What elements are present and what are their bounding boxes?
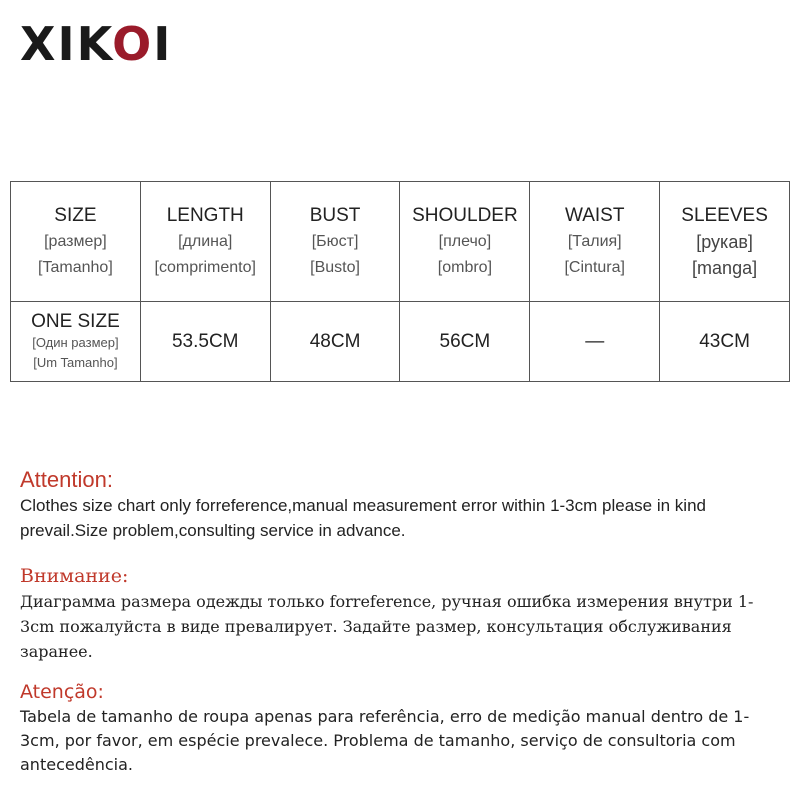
value-shoulder: 56CM bbox=[400, 302, 530, 382]
header-sleeves-pt: [manga] bbox=[692, 257, 758, 278]
row-size-ru: [Один размер] bbox=[32, 334, 119, 350]
header-length-ru: [длина] bbox=[178, 232, 233, 250]
value-length: 53.5CM bbox=[140, 302, 270, 382]
header-shoulder bbox=[400, 182, 530, 302]
size-row bbox=[11, 302, 790, 382]
logo-text-xik: XIK bbox=[20, 17, 113, 71]
header-size-ru: [размер] bbox=[44, 232, 107, 250]
header-size bbox=[11, 182, 141, 302]
note-russian-title: Внимание: bbox=[20, 565, 129, 587]
header-size-label: SIZE bbox=[54, 204, 97, 226]
note-russian-body: Диаграмма размера одежды только forreference, ручная ошибка измерения внутри 1-3cm пожалуйста в виде превалирует. Задайте размер, консультация обслуживания заранее. bbox=[20, 592, 754, 661]
header-sleeves-label: SLEEVES bbox=[681, 204, 768, 226]
note-english bbox=[20, 467, 780, 543]
header-length-pt: [comprimento] bbox=[154, 258, 256, 276]
note-english-title: Attention: bbox=[20, 467, 113, 492]
brand-logo bbox=[20, 18, 172, 70]
header-sleeves bbox=[660, 182, 790, 302]
header-shoulder-ru: [плечо] bbox=[438, 232, 492, 250]
value-bust: 48CM bbox=[270, 302, 400, 382]
header-size-pt: [Tamanho] bbox=[38, 258, 113, 276]
header-shoulder-label: SHOULDER bbox=[412, 204, 518, 226]
logo-text-o: O bbox=[112, 17, 154, 71]
note-russian bbox=[20, 563, 780, 664]
header-bust-ru: [Бюст] bbox=[311, 232, 359, 250]
row-size-label: ONE SIZE bbox=[31, 310, 120, 332]
row-size-cell bbox=[11, 302, 141, 382]
logo-text-i: I bbox=[153, 17, 173, 71]
note-portuguese bbox=[20, 679, 780, 777]
header-waist bbox=[530, 182, 660, 302]
note-portuguese-body: Tabela de tamanho de roupa apenas para referência, erro de medição manual dentro de 1-3cm, por favor, em espécie prevalece. Problema de tamanho, serviço de consultoria com antecedência. bbox=[20, 707, 750, 774]
header-waist-pt: [Cintura] bbox=[564, 258, 625, 276]
header-length bbox=[140, 182, 270, 302]
header-row bbox=[11, 182, 790, 302]
note-portuguese-title: Atenção: bbox=[20, 681, 104, 703]
note-english-body: Clothes size chart only forreference,manual measurement error within 1-3cm please in kind prevail.Size problem,consulting service in advance. bbox=[20, 496, 706, 540]
value-sleeves: 43CM bbox=[660, 302, 790, 382]
header-waist-label: WAIST bbox=[564, 204, 625, 226]
row-size-pt: [Um Tamanho] bbox=[33, 354, 118, 370]
header-sleeves-ru: [рукав] bbox=[696, 231, 753, 252]
header-waist-ru: [Талия] bbox=[567, 232, 622, 250]
header-length-label: LENGTH bbox=[166, 204, 244, 226]
header-bust-pt: [Busto] bbox=[310, 258, 360, 276]
value-waist: — bbox=[530, 302, 660, 382]
header-shoulder-pt: [ombro] bbox=[437, 258, 493, 276]
size-chart-table bbox=[10, 181, 790, 382]
header-bust-label: BUST bbox=[309, 204, 361, 226]
header-bust bbox=[270, 182, 400, 302]
